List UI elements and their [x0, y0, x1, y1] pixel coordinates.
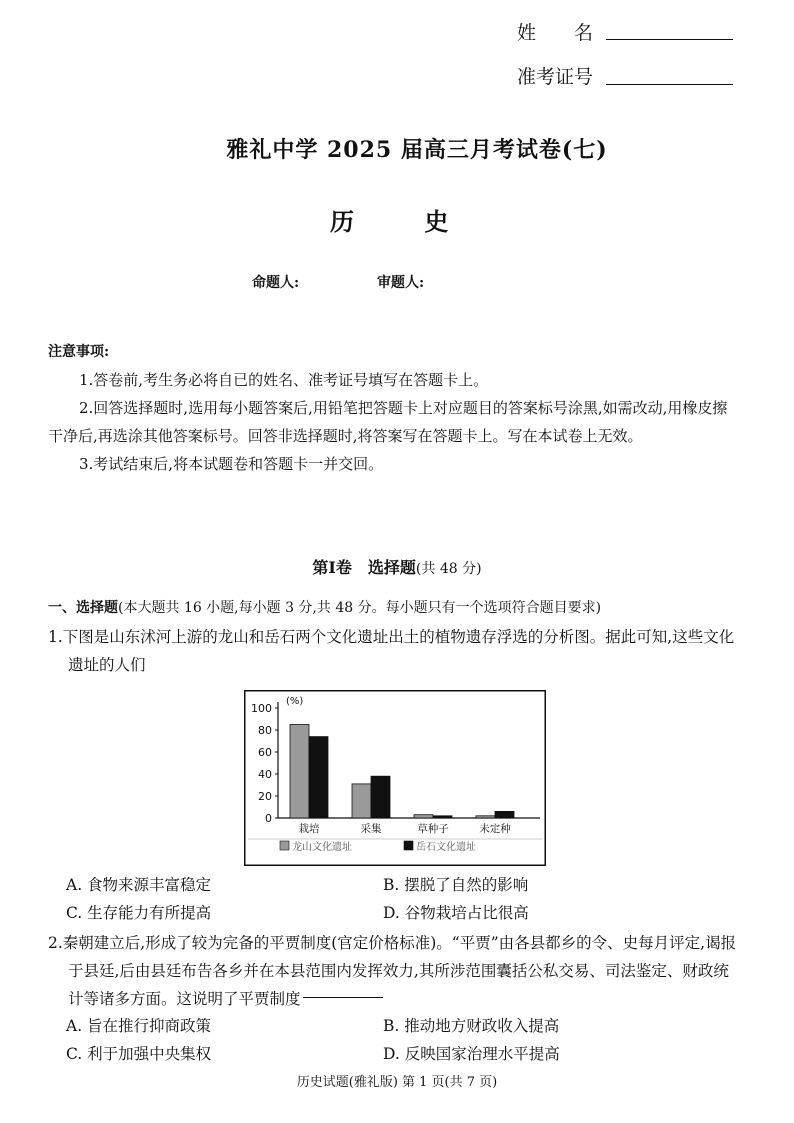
question-2-stem-text: 2.秦朝建立后,形成了较为完备的平贾制度(官定价格标准)。“平贾”由各县都乡的令、史每月评定,谒报于县廷,后由县廷布告各乡并在本县范围内发挥效力,其所涉范围囊括公私交易、司法鉴定、财政统计等诸多方面。这说明了平贾制度 [48, 934, 737, 1008]
q2-option-a[interactable]: A. 旨在推行抑商政策 [66, 1017, 212, 1035]
q2-option-d[interactable]: D. 反映国家治理水平提高 [383, 1045, 560, 1063]
question-1-stem [48, 623, 738, 679]
notes-heading: 注意事项: [48, 344, 110, 360]
legend-label: 岳石文化遗址 [416, 842, 476, 853]
page-footer: 历史试题(雅礼版) 第 1 页(共 7 页) [296, 1075, 498, 1090]
part-heading [48, 597, 768, 617]
bar-yueshi [371, 776, 390, 818]
bar-yueshi [433, 816, 452, 818]
notes-section [48, 338, 738, 478]
name-label: 姓 名 [517, 22, 594, 44]
exam-title: 雅礼中学 2025 届高三月考试卷(七) [226, 137, 608, 163]
q1-option-a[interactable]: A. 食物来源丰富稳定 [66, 876, 212, 894]
notes-item-1: 1.答卷前,考生务必将自已的姓名、准考证号填写在答题卡上。 [79, 371, 489, 389]
part-instruction: (本大题共 16 小题,每小题 3 分,共 48 分。每小题只有一个选项符合题目要求) [118, 600, 602, 616]
x-tick-label: 采集 [360, 823, 382, 835]
bar-longshan [476, 816, 495, 818]
q1-option-b[interactable]: B. 摆脱了自然的影响 [383, 876, 529, 894]
x-tick-label: 栽培 [298, 823, 320, 835]
bar-longshan [352, 784, 371, 818]
y-tick-label: 80 [258, 724, 272, 737]
bar-yueshi [495, 811, 514, 818]
y-tick-label: 60 [258, 746, 272, 759]
section-title: 第Ⅰ卷 选择题 [312, 558, 416, 577]
part-label: 一、选择题 [48, 600, 118, 616]
exam-id-label: 准考证号 [517, 66, 594, 88]
answer-blank-line [303, 997, 383, 998]
section-heading [0, 555, 794, 578]
q2-option-b[interactable]: B. 推动地方财政收入提高 [383, 1017, 560, 1035]
exam-id-field[interactable] [606, 84, 733, 85]
x-tick-label: 草种子 [417, 823, 449, 835]
y-tick-label: 40 [258, 768, 272, 781]
subject-char-2: 史 [424, 207, 449, 236]
q1-option-c[interactable]: C. 生存能力有所提高 [66, 904, 212, 922]
question-2-stem [48, 929, 738, 1013]
setter-label: 命题人: [252, 275, 300, 291]
bar-longshan [414, 815, 433, 818]
legend-swatch [404, 841, 413, 850]
subject-title [330, 202, 480, 237]
question-1-text: 1.下图是山东沭河上游的龙山和岳石两个文化遗址出土的植物遗存浮选的分析图。据此可知,这些文化遗址的人们 [48, 628, 735, 674]
name-field[interactable] [606, 39, 733, 40]
y-tick-label: 0 [265, 812, 272, 825]
notes-item-3: 3.考试结束后,将本试题卷和答题卡一并交回。 [79, 455, 384, 473]
q1-option-d[interactable]: D. 谷物栽培占比很高 [383, 904, 529, 922]
question-2-text [48, 929, 738, 1013]
plant-remains-chart [244, 690, 546, 866]
reviewer-label: 审题人: [377, 275, 425, 291]
notes-item-2: 2.回答选择题时,选用每小题答案后,用铅笔把答题卡上对应题目的答案标号涂黑,如需改动,用橡皮擦干净后,再选涂其他答案标号。回答非选择题时,将答案写在答题卡上。写在本试卷上无效。 [48, 399, 728, 445]
y-tick-label: 100 [251, 702, 272, 715]
section-points: (共 48 分) [415, 561, 482, 577]
legend-label: 龙山文化遗址 [292, 842, 352, 853]
legend-swatch [280, 841, 289, 850]
subject-char-1: 历 [330, 207, 354, 236]
x-tick-label: 未定种 [479, 823, 511, 835]
bar-yueshi [309, 737, 328, 818]
y-tick-label: 20 [258, 790, 272, 803]
bar-longshan [290, 725, 309, 819]
y-axis-unit-label: (%) [286, 696, 304, 707]
q2-option-c[interactable]: C. 利于加强中央集权 [66, 1045, 212, 1063]
